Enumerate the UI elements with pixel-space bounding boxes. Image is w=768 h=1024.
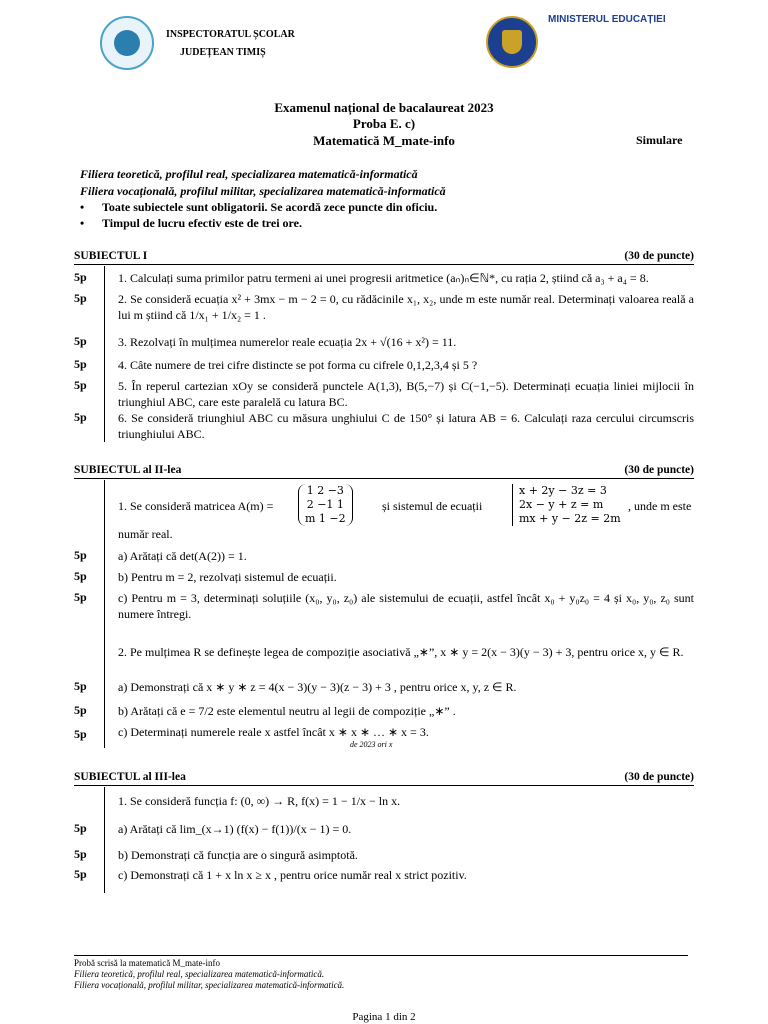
subiect2-header: SUBIECTUL al II-lea (30 de puncte) (74, 464, 694, 476)
points-label: 5p (74, 847, 87, 861)
points-label: 5p (74, 378, 87, 392)
points-label: 5p (74, 867, 87, 881)
matrix-a (298, 484, 353, 526)
exam-title: Examenul național de bacalaureat 2023 (274, 100, 494, 115)
isj-line2: JUDEȚEAN TIMIȘ (180, 47, 266, 58)
subiect3-header: SUBIECTUL al III-lea (30 de puncte) (74, 771, 694, 783)
subiect3-c: c) Demonstrați că 1 + x ln x ≥ x , pentru orice număr real x strict pozitiv. (118, 868, 467, 882)
footer-rule (74, 955, 688, 956)
subiect2-rule (74, 478, 694, 479)
government-logo-icon (486, 16, 538, 68)
points-label: 5p (74, 821, 87, 835)
system-eq: x + 2y − 3z = 3 (519, 484, 607, 497)
subiect1-item4: 4. Câte numere de trei cifre distincte se pot forma cu cifrele 0,1,2,3,4 și 5 ? (118, 358, 478, 372)
subiect3-vline (104, 787, 105, 893)
subiect1-item5: 5. În reperul cartezian xOy se consideră punctele A(1,3), B(5,−7) și C(−1,−5). Determinați ecuația liniei mijlocii în triunghiul ABC, care este paralelă cu latura BC. (118, 379, 694, 409)
simulare-label: Simulare (636, 133, 683, 147)
subiect2-1c: c) Pentru m = 3, determinați soluțiile (x₀, y₀, z₀) ale sistemului de ecuații, astfel încât x₀ + y₀z₀ = 4 și x₀, y₀, z₀ sunt numere întregi. (118, 591, 694, 621)
subiect3-b: b) Demonstrați că funcția are o singură asimptotă. (118, 848, 358, 862)
points-label: 5p (74, 569, 87, 583)
subiect2-intro1b: și sistemul de ecuații (382, 499, 483, 513)
subiect1-item2: 2. Se consideră ecuația x² + 3mx − m − 2 = 0, cu rădăcinile x₁, x₂, unde m este număr real. Determinați valoarea reală a lui m știind că 1/x₁ + 1/x₂ = 1 . (118, 292, 694, 322)
points-label: 5p (74, 410, 87, 424)
isj-line1: INSPECTORATUL ȘCOLAR (166, 29, 295, 40)
footer-line1: Probă scrisă la matematică M_mate-info (74, 958, 220, 968)
isj-logo-icon (100, 16, 154, 70)
footer-line3: Filiera vocațională, profilul militar, specializarea matematică-informatică. (74, 980, 345, 990)
subiect2-2a: a) Demonstrați că x ∗ y ∗ z = 4(x − 3)(y − 3)(z − 3) + 3 , pentru orice x, y, z ∈ R. (118, 680, 517, 694)
subiect2-1a: a) Arătați că det(A(2)) = 1. (118, 549, 247, 563)
points-label: 5p (74, 270, 87, 284)
bullet-obligatorii: • Toate subiectele sunt obligatorii. Se acordă zece puncte din oficiu. (80, 200, 438, 214)
subiect1-item1: 1. Calculați suma primilor patru termeni ai unei progresii aritmetice (aₙ)ₙ∈ℕ*, cu rația 2, știind că a₃ + a₄ = 8. (118, 271, 649, 285)
subiect1-item3: 3. Rezolvați în mulțimea numerelor reale ecuația 2x + √(16 + x²) = 11. (118, 335, 457, 349)
underbrace-label: de 2023 ori x (350, 740, 393, 749)
points-label: 5p (74, 334, 87, 348)
isj-header (100, 16, 300, 76)
system-eq: 2x − y + z = m (519, 498, 604, 511)
subiect3-a: a) Arătați că lim_(x→1) (f(x) − f(1))/(x − 1) = 0. (118, 822, 352, 836)
subiect2-2b: b) Arătați că e = 7/2 este elementul neutru al legii de compoziție „∗” . (118, 704, 456, 718)
filiera-vocationala: Filiera vocațională, profilul militar, specializarea matematică-informatică (80, 184, 446, 198)
matrix-row: 2 −1 1 (306, 498, 344, 511)
subiect2-intro1: 1. Se consideră matricea A(m) = (118, 499, 274, 513)
subiect3-intro: 1. Se consideră funcția f: (0, ∞) → R, f(x) = 1 − 1/x − ln x. (118, 794, 401, 808)
subiect1-header: SUBIECTUL I (30 de puncte) (74, 250, 694, 262)
subiect2-1b: b) Pentru m = 2, rezolvați sistemul de ecuații. (118, 570, 337, 584)
filiera-teoretica: Filiera teoretică, profilul real, specializarea matematică-informatică (80, 167, 418, 181)
exam-subject: Matematică M_mate-info (313, 133, 455, 148)
exam-proba: Proba E. c) (352, 116, 416, 131)
subiect1-item6: 6. Se consideră triunghiul ABC cu măsura unghiului C de 150° și latura AB = 6. Calculați raza cercului circumscris triunghiului ABC. (118, 411, 694, 441)
footer-line2: Filiera teoretică, profilul real, specializarea matematică-informatică. (74, 969, 325, 979)
subiect2-intro1d: număr real. (118, 527, 173, 541)
subiect1-rule (74, 264, 694, 265)
points-label: 5p (74, 548, 87, 562)
system-eq: mx + y − 2z = 2m (519, 512, 621, 525)
page-number: Pagina 1 din 2 (352, 1011, 416, 1023)
subiect2-intro1c: , unde m este (628, 499, 692, 513)
points-label: 5p (74, 727, 87, 741)
matrix-row: m 1 −2 (305, 512, 346, 525)
subiect3-rule (74, 785, 694, 786)
points-label: 5p (74, 703, 87, 717)
subiect2-intro2: 2. Pe mulțimea R se definește legea de compoziție asociativă „∗”, x ∗ y = 2(x − 3)(y − 3) + 3, pentru orice x, y ∈ R. (118, 645, 684, 659)
subiect2-2c: c) Determinați numerele reale x astfel încât x ∗ x ∗ … ∗ x = 3. (118, 725, 429, 739)
equation-system (512, 484, 621, 526)
matrix-row: 1 2 −3 (306, 484, 344, 497)
points-label: 5p (74, 291, 87, 305)
bullet-timp: • Timpul de lucru efectiv este de trei ore. (80, 216, 302, 230)
subiect2-vline (104, 480, 105, 748)
points-label: 5p (74, 590, 87, 604)
ministry-name: MINISTERUL EDUCAȚIEI (548, 14, 666, 25)
subiect1-vline (104, 266, 105, 442)
isj-name (166, 26, 295, 62)
points-label: 5p (74, 357, 87, 371)
points-label: 5p (74, 679, 87, 693)
